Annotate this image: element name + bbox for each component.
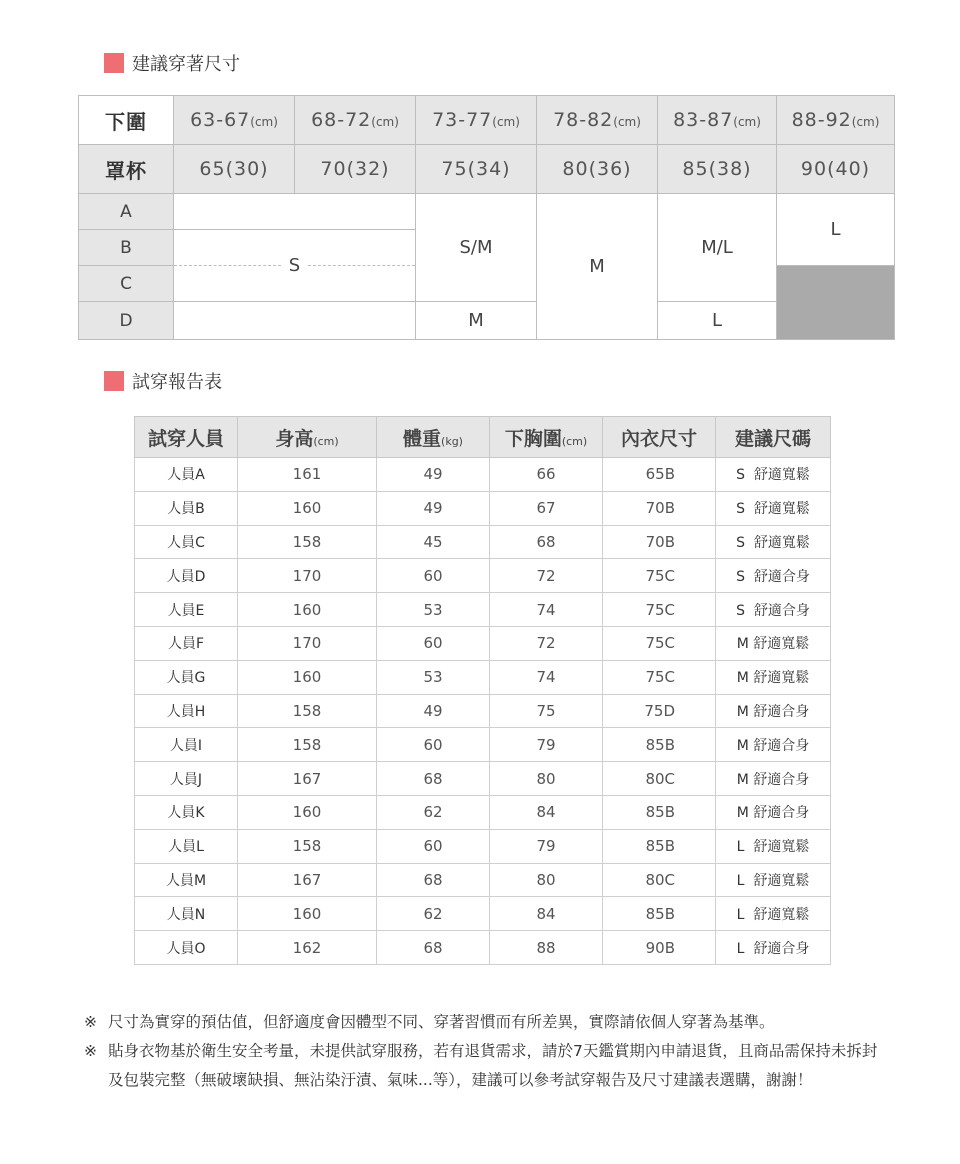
size-l-d: L	[658, 302, 777, 340]
notes	[84, 1008, 884, 1095]
bra-size-cell: 75C	[603, 660, 716, 694]
person-cell: 人員A	[135, 458, 238, 492]
recommended-cell: L 舒適寬鬆	[716, 829, 831, 863]
person-cell: 人員L	[135, 829, 238, 863]
section-marker-icon	[104, 371, 124, 391]
weight-cell: 53	[377, 593, 490, 627]
weight-cell: 68	[377, 762, 490, 796]
height-cell: 170	[238, 626, 377, 660]
underbust-cell: 84	[490, 795, 603, 829]
weight-cell: 62	[377, 897, 490, 931]
height-cell: 162	[238, 931, 377, 965]
cup-row-d	[79, 302, 895, 340]
size-ml: M/L	[658, 194, 777, 302]
trial-section-title	[104, 368, 222, 394]
recommended-cell: S 舒適寬鬆	[716, 525, 831, 559]
size-section-title-text: 建議穿著尺寸	[132, 54, 240, 75]
size-m-d: M	[416, 302, 537, 340]
underbust-range: 73-77(cm)	[416, 96, 537, 145]
header-recommended: 建議尺碼	[716, 417, 831, 458]
cup-b: B	[79, 230, 174, 266]
bra-size-cell: 70B	[603, 491, 716, 525]
underbust-range: 68-72(cm)	[295, 96, 416, 145]
bra-size-cell: 85B	[603, 795, 716, 829]
weight-cell: 53	[377, 660, 490, 694]
bra-size-cell: 85B	[603, 897, 716, 931]
note-mark: ※	[84, 1042, 97, 1060]
person-cell: 人員J	[135, 762, 238, 796]
person-cell: 人員N	[135, 897, 238, 931]
band-size: 65(30)	[174, 145, 295, 194]
underbust-cell: 80	[490, 762, 603, 796]
person-cell: 人員C	[135, 525, 238, 559]
person-cell: 人員B	[135, 491, 238, 525]
table-row	[135, 897, 831, 931]
size-section-title	[104, 50, 240, 76]
bra-size-cell: 80C	[603, 762, 716, 796]
note-text: 貼身衣物基於衛生安全考量，未提供試穿服務，若有退貨需求，請於7天鑑賞期內申請退貨，且商品需保持未拆封及包裝完整（無破壞缺損、無沾染汙漬、氣味...等），建議可以參考試穿報告及尺寸建議表選購，謝謝！	[108, 1042, 878, 1089]
size-cell-blank	[174, 194, 416, 230]
cup-label: 罩杯	[79, 145, 174, 194]
header-underbust: 下胸圍(cm)	[490, 417, 603, 458]
underbust-cell: 74	[490, 660, 603, 694]
underbust-cell: 74	[490, 593, 603, 627]
trial-section-title-text: 試穿報告表	[132, 372, 222, 393]
weight-cell: 60	[377, 559, 490, 593]
trial-report-table	[134, 416, 830, 965]
underbust-cell: 80	[490, 863, 603, 897]
cup-d: D	[79, 302, 174, 340]
size-cell-blank	[174, 302, 416, 340]
underbust-range: 88-92(cm)	[777, 96, 895, 145]
table-row	[135, 762, 831, 796]
height-cell: 170	[238, 559, 377, 593]
trial-header-row	[135, 417, 831, 458]
height-cell: 160	[238, 593, 377, 627]
recommended-cell: L 舒適寬鬆	[716, 897, 831, 931]
size-sm: S/M	[416, 194, 537, 302]
recommended-cell: S 舒適合身	[716, 559, 831, 593]
bra-size-cell: 85B	[603, 728, 716, 762]
height-cell: 158	[238, 829, 377, 863]
recommended-cell: L 舒適寬鬆	[716, 863, 831, 897]
underbust-cell: 67	[490, 491, 603, 525]
height-cell: 167	[238, 762, 377, 796]
bra-size-cell: 80C	[603, 863, 716, 897]
recommended-cell: S 舒適寬鬆	[716, 458, 831, 492]
band-size: 80(36)	[537, 145, 658, 194]
underbust-cell: 66	[490, 458, 603, 492]
header-height: 身高(cm)	[238, 417, 377, 458]
height-cell: 160	[238, 660, 377, 694]
band-size: 85(38)	[658, 145, 777, 194]
recommended-cell: M 舒適合身	[716, 728, 831, 762]
height-cell: 158	[238, 694, 377, 728]
bra-size-cell: 75C	[603, 626, 716, 660]
note-text: 尺寸為實穿的預估值，但舒適度會因體型不同、穿著習慣而有所差異，實際請依個人穿著為基準。	[108, 1013, 775, 1031]
person-cell: 人員O	[135, 931, 238, 965]
band-size: 70(32)	[295, 145, 416, 194]
cup-a: A	[79, 194, 174, 230]
weight-cell: 60	[377, 728, 490, 762]
size-chart	[78, 95, 894, 340]
table-row	[135, 863, 831, 897]
note-item	[84, 1037, 884, 1095]
weight-cell: 60	[377, 829, 490, 863]
recommended-cell: L 舒適合身	[716, 931, 831, 965]
weight-cell: 68	[377, 931, 490, 965]
table-row	[135, 593, 831, 627]
underbust-range: 83-87(cm)	[658, 96, 777, 145]
underbust-cell: 72	[490, 626, 603, 660]
recommended-cell: S 舒適合身	[716, 593, 831, 627]
recommended-cell: M 舒適寬鬆	[716, 660, 831, 694]
weight-cell: 60	[377, 626, 490, 660]
table-row	[135, 626, 831, 660]
bra-size-cell: 70B	[603, 525, 716, 559]
weight-cell: 62	[377, 795, 490, 829]
table-row	[135, 559, 831, 593]
underbust-cell: 68	[490, 525, 603, 559]
size-s	[174, 230, 416, 302]
height-cell: 158	[238, 525, 377, 559]
cup-c: C	[79, 266, 174, 302]
table-row	[135, 728, 831, 762]
table-row	[135, 694, 831, 728]
person-cell: 人員G	[135, 660, 238, 694]
underbust-row	[79, 96, 895, 145]
person-cell: 人員K	[135, 795, 238, 829]
person-cell: 人員E	[135, 593, 238, 627]
recommended-cell: S 舒適寬鬆	[716, 491, 831, 525]
band-size-row	[79, 145, 895, 194]
header-weight: 體重(kg)	[377, 417, 490, 458]
note-mark: ※	[84, 1013, 97, 1031]
recommended-cell: M 舒適合身	[716, 795, 831, 829]
table-row	[135, 660, 831, 694]
section-marker-icon	[104, 53, 124, 73]
band-size: 75(34)	[416, 145, 537, 194]
height-cell: 158	[238, 728, 377, 762]
table-row	[135, 795, 831, 829]
person-cell: 人員F	[135, 626, 238, 660]
cup-row-a	[79, 194, 895, 230]
size-unavailable	[777, 266, 895, 340]
underbust-cell: 79	[490, 728, 603, 762]
weight-cell: 49	[377, 694, 490, 728]
underbust-cell: 84	[490, 897, 603, 931]
height-cell: 167	[238, 863, 377, 897]
recommended-cell: M 舒適合身	[716, 762, 831, 796]
recommended-cell: M 舒適寬鬆	[716, 626, 831, 660]
underbust-range: 63-67(cm)	[174, 96, 295, 145]
person-cell: 人員M	[135, 863, 238, 897]
bra-size-cell: 90B	[603, 931, 716, 965]
underbust-cell: 88	[490, 931, 603, 965]
size-l: L	[777, 194, 895, 266]
bra-size-cell: 65B	[603, 458, 716, 492]
bra-size-cell: 75C	[603, 559, 716, 593]
height-cell: 160	[238, 795, 377, 829]
underbust-cell: 72	[490, 559, 603, 593]
bra-size-cell: 85B	[603, 829, 716, 863]
weight-cell: 49	[377, 491, 490, 525]
recommended-cell: M 舒適合身	[716, 694, 831, 728]
person-cell: 人員H	[135, 694, 238, 728]
height-cell: 161	[238, 458, 377, 492]
underbust-cell: 75	[490, 694, 603, 728]
size-s-label: S	[288, 255, 301, 277]
table-row	[135, 458, 831, 492]
table-row	[135, 829, 831, 863]
bra-size-cell: 75D	[603, 694, 716, 728]
table-row	[135, 931, 831, 965]
underbust-range: 78-82(cm)	[537, 96, 658, 145]
band-size: 90(40)	[777, 145, 895, 194]
bra-size-cell: 75C	[603, 593, 716, 627]
person-cell: 人員I	[135, 728, 238, 762]
person-cell: 人員D	[135, 559, 238, 593]
underbust-label: 下圍	[79, 96, 174, 145]
size-m: M	[537, 194, 658, 340]
weight-cell: 49	[377, 458, 490, 492]
weight-cell: 68	[377, 863, 490, 897]
weight-cell: 45	[377, 525, 490, 559]
height-cell: 160	[238, 897, 377, 931]
table-row	[135, 491, 831, 525]
header-bra-size: 內衣尺寸	[603, 417, 716, 458]
underbust-cell: 79	[490, 829, 603, 863]
header-person: 試穿人員	[135, 417, 238, 458]
height-cell: 160	[238, 491, 377, 525]
note-item	[84, 1008, 884, 1037]
table-row	[135, 525, 831, 559]
